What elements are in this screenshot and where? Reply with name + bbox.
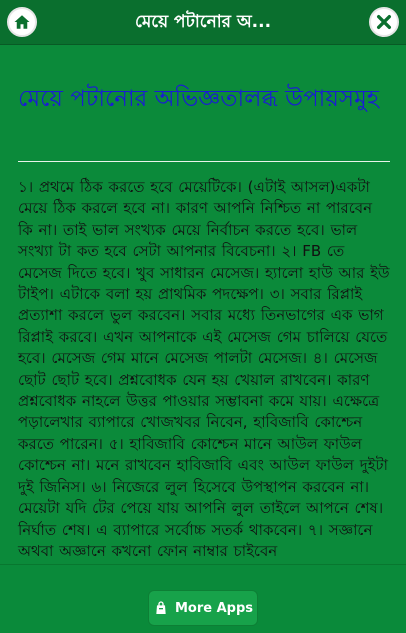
close-button[interactable] bbox=[369, 7, 399, 37]
page-title: মেয়ে পটানোর অ... bbox=[134, 12, 272, 32]
shopping-bag-icon bbox=[153, 600, 169, 616]
article-body: ১। প্রথমে ঠিক করতে হবে মেয়েটিকে। (এটাই আসল)একটা মেয়ে ঠিক করলে হবে না। কারণ আপনি নিশ্চিত না পারবেন কি না। তাই ভাল সংখ্যক মেয়ে নির্বাচন করতে হবে। ভাল সংখ্যা টা কত হবে সেটা আপনার বিবেচনা। ২। FB তে মেসেজ দিতে হবে। খুব সাধারন মেসেজ। হ্যালো হাউ আর ইউ টাইপ। এটাকে বলা হয় প্রাথমিক পদক্ষেপ। ৩। সবার রিপ্লাই প্রত্যাশা করলে ভুল করবেন। সবার মধ্যে তিনভাগের এক ভাগ রিপ্লাই করবে। এখন আপনাকে এই মেসেজ গেম চালিয়ে যেতে হবে। মেসেজ গেম মানে মেসেজ পালটা মেসেজ। ৪। মেসেজ ছোট ছোট হবে। প্রশ্নবোধক যেন হয় খেয়াল রাখবেন। কারণ প্রশ্নবোধক নাহলে উত্তর পাওয়ার সম্ভাবনা কমে যায়। এক্ষেত্রে পড়ালেখার ব্যাপারে খোজখবর নিবেন, হাবিজাবি কোশ্চেন করতে পারেন। ৫। হাবিজাবি কোশ্চেন মানে আউল ফাউল কোশ্চেন না। মনে রাখবেন হাবিজাবি এবং আউল ফাউল দুইটা দুই জিনিস। ৬। নিজেরে লুল হিসেবে উপস্থাপন করবেন না। মেয়েটা যদি টের পেয়ে যায় আপনি লুল তাইলে আপনে শেষ। নির্ঘাত শেষ। এ ব্যাপারে সর্বোচ্চ সতর্ক থাকবেন। ৭। সজ্ঞানে অথবা অজ্ঞানে কখনো ফোন নাম্বার চাইবেন bbox=[18, 178, 390, 560]
heading-divider bbox=[18, 161, 390, 162]
article-scroll-area[interactable] bbox=[0, 45, 406, 565]
article-heading: মেয়ে পটানোর অভিজ্ঞতালব্ধ উপায়সমুহ bbox=[18, 86, 379, 112]
more-apps-button[interactable] bbox=[148, 590, 258, 626]
home-icon bbox=[13, 13, 31, 31]
more-apps-label: More Apps bbox=[174, 600, 254, 616]
close-icon bbox=[376, 14, 392, 30]
top-app-bar bbox=[0, 0, 406, 45]
home-button[interactable] bbox=[7, 7, 37, 37]
